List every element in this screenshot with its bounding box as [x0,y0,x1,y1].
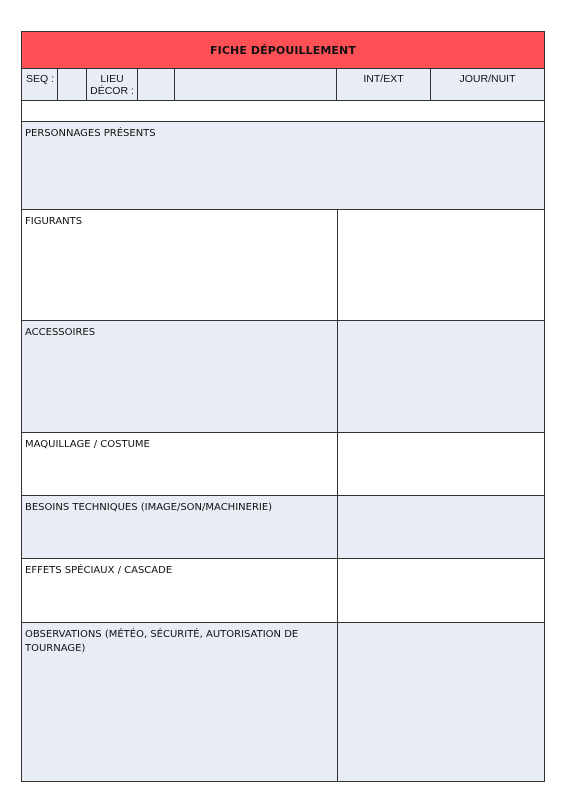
notes-column[interactable] [337,623,338,781]
sheet-title: FICHE DÉPOUILLEMENT [210,43,356,57]
section-figurants[interactable] [22,210,544,321]
section-label: FIGURANTS [25,216,83,227]
meta-row [22,69,544,101]
section-effets-speciaux[interactable] [22,559,544,623]
spacer-row [22,101,544,122]
section-label: MAQUILLAGE / COSTUME [25,439,150,450]
seq-value-field[interactable] [58,69,87,100]
jour-nuit-label[interactable]: JOUR/NUIT [459,73,516,85]
lieu-decor-field[interactable] [138,69,175,100]
breakdown-sheet [21,31,545,782]
section-personnages[interactable] [22,122,544,210]
section-accessoires[interactable] [22,321,544,433]
section-observations[interactable] [22,623,544,781]
sheet-header [22,32,544,69]
decor-name-field[interactable] [175,69,337,100]
int-ext-label[interactable]: INT/EXT [337,69,431,100]
lieu-decor-label: LIEU DÉCOR : [87,69,138,100]
section-label: OBSERVATIONS (MÉTÉO, SÉCURITÉ, AUTORISATION DE TOURNAGE) [25,629,299,654]
notes-column[interactable] [337,210,338,320]
section-label: ACCESSOIRES [25,327,96,338]
notes-column[interactable] [337,559,338,622]
section-label: PERSONNAGES PRÉSENTS [25,128,156,139]
section-label: EFFETS SPÉCIAUX / CASCADE [25,565,173,576]
notes-column[interactable] [337,433,338,495]
section-label: BESOINS TECHNIQUES (IMAGE/SON/MACHINERIE) [25,502,273,513]
notes-column[interactable] [337,321,338,432]
section-maquillage-costume[interactable] [22,433,544,496]
section-besoins-techniques[interactable] [22,496,544,559]
seq-label: SEQ : [22,69,58,100]
notes-column[interactable] [337,496,338,558]
